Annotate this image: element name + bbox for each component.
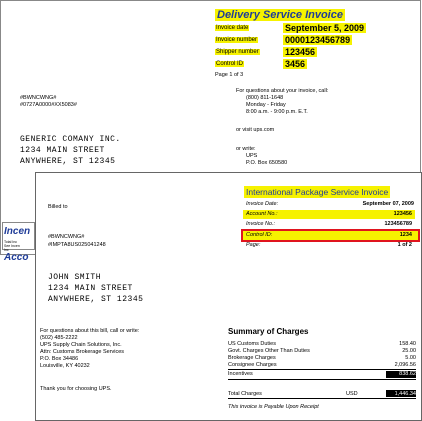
billed-street: 1234 MAIN STREET (48, 284, 133, 293)
questions-company: UPS Supply Chain Solutions, Inc. (40, 342, 122, 348)
recipient-line-1: GENERIC COMANY INC. (20, 135, 121, 144)
thank-you-note: Thank you for choosing UPS. (40, 386, 112, 392)
charge-govt-label: Govt. Charges Other Than Duties (228, 348, 310, 354)
billed-city: ANYWHERE, ST 12345 (48, 295, 144, 304)
questions-pobox: P.O. Box 34486 (40, 356, 79, 362)
charge-customs-duties-amount: 158.40 (399, 341, 416, 347)
contact-pobox: P.O. Box 650580 (246, 160, 288, 166)
invoice-no-label: Invoice No.: (246, 221, 276, 227)
summary-title: Summary of Charges (228, 327, 309, 336)
charge-consignee-amount: 2,096.56 (394, 362, 416, 368)
charge-brokerage-amount: 5.00 (405, 355, 416, 361)
billed-name: JOHN SMITH (48, 273, 102, 282)
contact-visit: or visit ups.com (236, 127, 275, 133)
summary-divider-total (228, 379, 416, 380)
questions-attn: Attn: Customs Brokerage Services (40, 349, 125, 355)
contact-write: or write: (236, 146, 256, 152)
hidden-doc-account-label: Acco (4, 252, 29, 263)
front-barcode-line-1: #BWNCWNG# (48, 234, 85, 240)
contact-hours-time: 8:00 a.m. - 9:00 p.m. E.T. (246, 109, 308, 115)
hidden-doc-heading: Incen (4, 226, 31, 237)
invoice-number-label: Invoice number (216, 37, 258, 43)
total-charges-label: Total Charges (228, 391, 262, 397)
page-label: Page: (246, 242, 261, 248)
questions-phone: (502) 485-2222 (40, 335, 78, 341)
summary-total-underline (228, 398, 416, 399)
front-control-id-label: Control ID: (246, 232, 273, 238)
hidden-doc-line-1: Total Inc (4, 240, 18, 244)
questions-city: Louisville, KY 40232 (40, 363, 90, 369)
mail-barcode-line-2: #0727A0000#XX5083# (20, 102, 77, 108)
page-value: 1 of 2 (397, 242, 412, 248)
questions-intro: For questions about this bill, call or write: (40, 328, 140, 334)
mail-barcode-line-1: #BWNCWNG# (20, 95, 57, 101)
recipient-line-2: 1234 MAIN STREET (20, 146, 105, 155)
total-charges-amount: 1,446.34 (394, 391, 416, 397)
front-invoice-date-value: September 07, 2009 (362, 201, 414, 207)
shipper-number-value: 123456 (285, 47, 316, 57)
front-invoice-date-label: Invoice Date: (246, 201, 279, 207)
invoice-number-value: 0000123456789 (285, 35, 351, 45)
contact-company: UPS (246, 153, 258, 159)
contact-phone: (800) 811-1648 (246, 95, 284, 101)
summary-divider (228, 369, 416, 370)
charge-incentives-label: Incentives (228, 371, 253, 377)
recipient-line-3: ANYWHERE, ST 12345 (20, 157, 116, 166)
charge-brokerage-label: Brokerage Charges (228, 355, 276, 361)
contact-hours-days: Monday - Friday (246, 102, 286, 108)
invoice-no-value: 123456789 (384, 221, 412, 227)
control-id-value: 3456 (285, 59, 306, 69)
charge-customs-duties-label: US Customs Duties (228, 341, 276, 347)
invoice-date-label: Invoice date (216, 25, 249, 31)
page-indicator: Page 1 of 3 (215, 72, 244, 78)
control-id-label: Control ID (216, 61, 244, 67)
control-id-callout-box (241, 229, 420, 242)
international-invoice-title: International Package Service Invoice (246, 187, 389, 197)
shipper-number-label: Shipper number (216, 49, 259, 55)
front-barcode-line-2: #IMPTA8US025041248 (48, 242, 106, 248)
invoice-date-value: September 5, 2009 (285, 23, 365, 33)
total-currency: USD (346, 391, 358, 397)
charge-govt-amount: 25.00 (402, 348, 416, 354)
charge-incentives-amount: 838.62 (399, 371, 416, 377)
hidden-doc-line-2: See Incen (4, 244, 20, 248)
hidden-doc-line-3: Inc (4, 248, 9, 252)
front-control-id-value: 1234 (399, 232, 412, 238)
contact-intro: For questions about your invoice, call: (236, 88, 329, 94)
payable-note: This invoice is Payable Upon Receipt (228, 404, 319, 410)
charge-consignee-label: Consignee Charges (228, 362, 277, 368)
account-no-value: 123456 (393, 211, 412, 217)
billed-to-label: Billed to (48, 204, 68, 210)
delivery-invoice-title: Delivery Service Invoice (217, 9, 343, 21)
account-no-label: Account No.: (246, 211, 278, 217)
